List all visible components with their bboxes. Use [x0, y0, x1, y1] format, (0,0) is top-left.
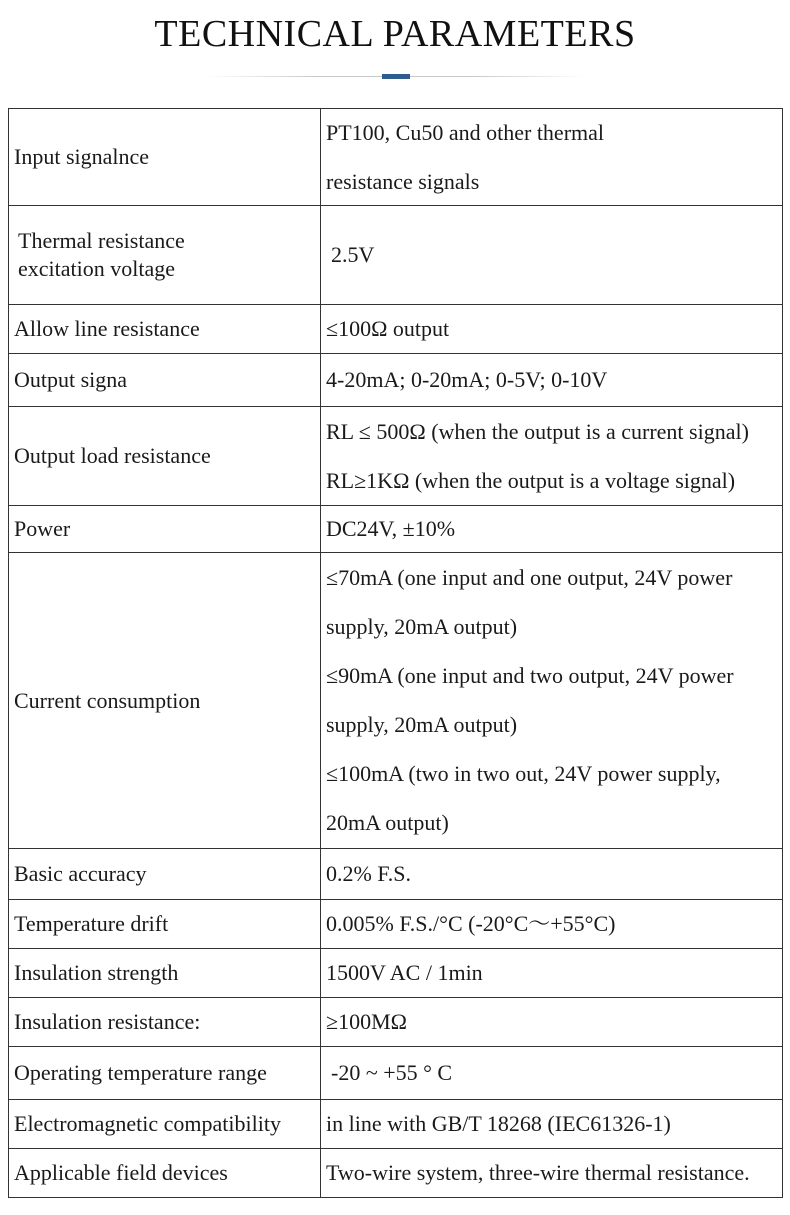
param-name: [9, 206, 321, 305]
param-value-line: supply, 20mA output): [326, 614, 518, 639]
table-row: [9, 1047, 783, 1100]
parameters-table: [8, 108, 783, 1198]
param-value: [321, 998, 783, 1047]
param-value-line: PT100, Cu50 and other thermal: [326, 119, 605, 145]
param-value-line: -20 ~ +55 ° C: [331, 1060, 453, 1085]
param-name: Electromagnetic compatibility: [9, 1100, 321, 1149]
param-name: Output load resistance: [9, 407, 321, 506]
table-row: [9, 305, 783, 354]
param-value-line: DC24V, ±10%: [326, 516, 456, 541]
table-row: [9, 407, 783, 506]
param-value-line: supply, 20mA output): [326, 712, 518, 737]
param-value-line: Two-wire system, three-wire thermal resistance.: [326, 1160, 750, 1185]
param-name: Basic accuracy: [9, 849, 321, 900]
param-value-line: 0.005% F.S./°C (-20°C〜+55°C): [326, 911, 616, 936]
title-divider-accent: [382, 74, 410, 79]
param-name: Output signa: [9, 354, 321, 407]
param-value: [321, 849, 783, 900]
param-name: Insulation strength: [9, 949, 321, 998]
table-row: [9, 900, 783, 949]
param-value-line: ≤100mA (two in two out, 24V power supply,: [326, 761, 721, 786]
param-name: Allow line resistance: [9, 305, 321, 354]
table-row: [9, 849, 783, 900]
param-value-line: ≤100Ω output: [326, 316, 450, 341]
table-row: [9, 553, 783, 849]
param-name: Current consumption: [9, 553, 321, 849]
param-name-text: Thermal resistance excitation voltage: [18, 228, 185, 281]
table-row: [9, 998, 783, 1047]
param-value: [321, 1100, 783, 1149]
param-value-line: 20mA output): [326, 810, 449, 835]
table-row: [9, 206, 783, 305]
table-row: [9, 506, 783, 553]
param-value-line: RL≥1KΩ (when the output is a voltage signal): [326, 467, 736, 493]
param-value: [321, 305, 783, 354]
param-value-line: resistance signals: [326, 168, 480, 194]
param-value-line: RL ≤ 500Ω (when the output is a current signal): [326, 418, 749, 444]
param-value: [321, 354, 783, 407]
param-value-line: ≤90mA (one input and two output, 24V power: [326, 663, 734, 688]
param-name: Applicable field devices: [9, 1149, 321, 1198]
table-row: [9, 1149, 783, 1198]
param-value-line: 2.5V: [331, 242, 375, 267]
param-value-line: 4-20mA; 0-20mA; 0-5V; 0-10V: [326, 367, 608, 392]
param-value-line: ≥100MΩ: [326, 1009, 407, 1034]
table-row: [9, 354, 783, 407]
table-row: [9, 109, 783, 206]
table-row: [9, 949, 783, 998]
param-value-line: 1500V AC / 1min: [326, 960, 483, 985]
param-value: [321, 407, 783, 506]
param-value: [321, 900, 783, 949]
param-name: Insulation resistance:: [9, 998, 321, 1047]
page-title: TECHNICAL PARAMETERS: [154, 13, 636, 55]
param-value: [321, 1047, 783, 1100]
param-value: [321, 206, 783, 305]
table-row: [9, 1100, 783, 1149]
param-value: [321, 949, 783, 998]
param-name: Power: [9, 506, 321, 553]
param-value: [321, 553, 783, 849]
param-value-line: ≤70mA (one input and one output, 24V power: [326, 565, 733, 590]
param-name: Operating temperature range: [9, 1047, 321, 1100]
param-value: [321, 1149, 783, 1198]
param-value: [321, 109, 783, 206]
param-name: Input signalnce: [9, 109, 321, 206]
param-value: [321, 506, 783, 553]
param-value-line: 0.2% F.S.: [326, 861, 412, 886]
param-name: Temperature drift: [9, 900, 321, 949]
param-value-line: in line with GB/T 18268 (IEC61326-1): [326, 1111, 671, 1136]
